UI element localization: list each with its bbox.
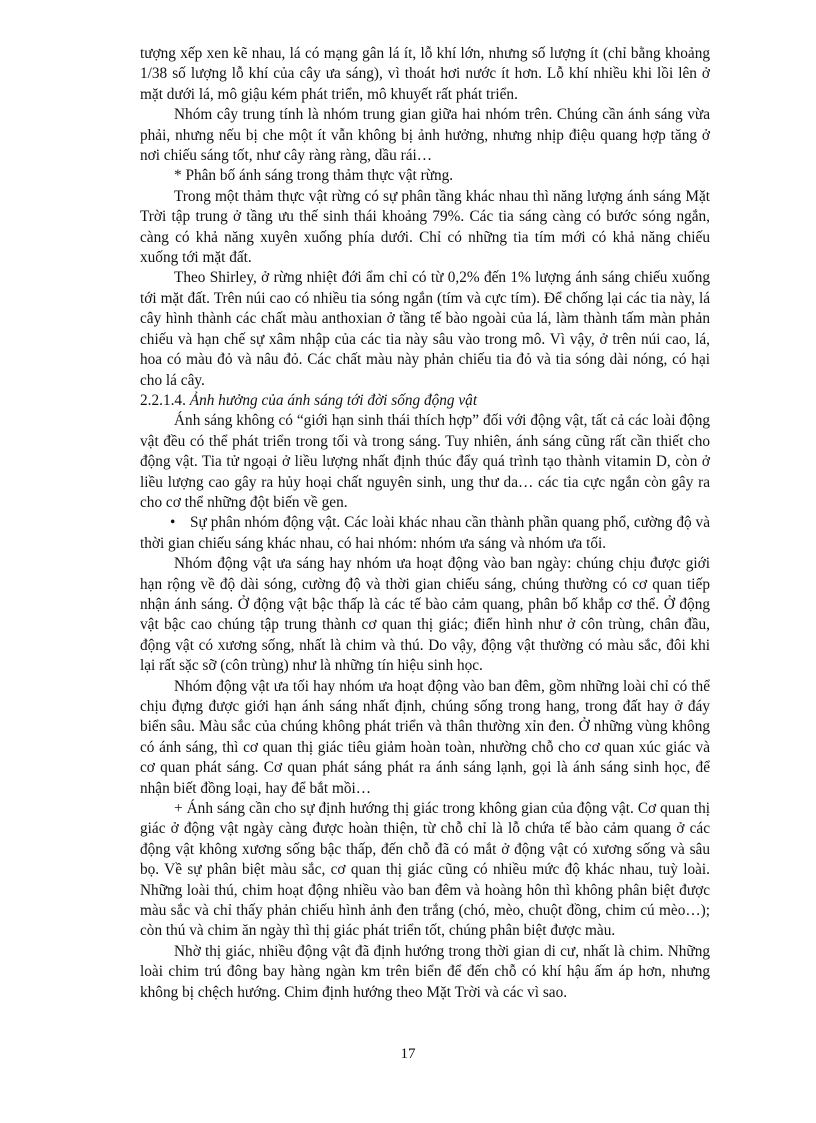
paragraph-dark-loving-animals: Nhóm động vật ưa tối hay nhóm ưa hoạt động vào ban đêm, gồm những loài chỉ có thể chịu đựng được giới hạn ánh sáng nhất định, chúng sống trong hang, trong đất hay ở đáy biển sâu. Màu sắc của chúng không phát triển và thân thường xỉn đen. Ở những vùng không có ánh sáng, thì cơ quan thị giác tiêu giảm hoàn toàn, nhường chỗ cho cơ quan xúc giác và cơ quan phát sáng. Cơ quan phát sáng phát ra ánh sáng lạnh, gọi là ánh sáng sinh học, để nhận biết đồng loại, hay để bắt mồi…: [140, 677, 710, 797]
paragraph-migration: Nhờ thị giác, nhiều động vật đã định hướng trong thời gian di cư, nhất là chim. Những loài chim trú đông bay hàng ngàn km trên biển để đến chỗ có khí hậu ấm áp hơn, nhưng không bị chệch hướng. Chim định hướng theo Mặt Trời và các vì sao.: [140, 942, 710, 1001]
paragraph-shirley: Theo Shirley, ở rừng nhiệt đới ẩm chỉ có từ 0,2% đến 1% lượng ánh sáng chiếu xuống tới mặt đất. Trên núi cao có nhiều tia sóng ngắn (tím và cực tím). Để chống lại các tia này, lá cây hình thành các chất màu anthoxian ở tầng tế bào ngoài của lá, làm thành tấm màn phản chiếu và hạn chế sự xâm nhập của các tia này sâu vào trong mô. Vì vậy, ở trên núi cao, lá, hoa có màu đỏ và nâu đỏ. Các chất màu này phản chiếu tia đỏ và tia sóng dài nóng, có hại cho lá cây.: [140, 269, 710, 389]
paragraph-light-animals: Ánh sáng không có “giới hạn sinh thái thích hợp” đối với động vật, tất cả các loài động vật đều có thể phát triển trong tối và trong sáng. Tuy nhiên, ánh sáng cũng rất cần thiết cho động vật. Tia tử ngoại ở liều lượng nhất định thúc đẩy quá trình tạo thành vitamin D, còn ở liều lượng cao gây ra hủy hoại chất nguyên sinh, ung thư da… các tia cực ngắn còn gây ra cho cơ thể những đột biến về gen.: [140, 412, 710, 511]
paragraph-visual-orientation: + Ánh sáng cần cho sự định hướng thị giác trong không gian của động vật. Cơ quan thị giác ở động vật ngày càng được hoàn thiện, từ chỗ chỉ là lỗ chứa tế bào cảm quang ở các động vật không xương sống bậc thấp, đến chỗ đã có mắt ở động vật có xương sống và sâu bọ. Về sự phân biệt màu sắc, cơ quan thị giác cũng có nhiều mức độ khác nhau, tuỳ loài. Những loài thú, chim hoạt động nhiều vào ban đêm và hoàng hôn thì không phân biệt được màu sắc và chỉ thấy phản chiếu hình ảnh đen trắng (chó, mèo, chuột đồng, chim cú mèo…); còn thú và chim ăn ngày thì thị giác phát triển tốt, chúng phân biệt được màu.: [140, 800, 710, 940]
paragraph-light-loving-animals: Nhóm động vật ưa sáng hay nhóm ưa hoạt động vào ban ngày: chúng chịu được giới hạn rộng về độ dài sóng, cường độ và thời gian chiếu sáng, chúng thường có cơ quan tiếp nhận ánh sáng. Ở động vật bậc thấp là các tế bào cảm quang, phân bố khắp cơ thể. Ở động vật bậc cao chúng tập trung thành cơ quan thị giác; điển hình như ở côn trùng, chân đầu, động vật có xương sống, nhất là chim và thú. Do vậy, động vật thường có màu sắc, đôi khi lại rất sặc sỡ (côn trùng) như là những tín hiệu sinh học.: [140, 555, 710, 675]
bullet-icon: •: [170, 514, 176, 532]
paragraph-neutral-plants: Nhóm cây trung tính là nhóm trung gian giữa hai nhóm trên. Chúng cần ánh sáng vừa phải, nhưng nếu bị che một ít vẫn không bị ảnh hưởng, nhưng nhịp điệu quang hợp tăng ở nơi chiếu sáng tốt, như cây ràng ràng, dầu rái…: [140, 106, 710, 165]
section-number: 2.2.1.4.: [140, 391, 186, 409]
document-page: [140, 44, 710, 1003]
page-number: 17: [400, 1046, 416, 1062]
paragraph-forest-layers: Trong một thảm thực vật rừng có sự phân tầng khác nhau thì năng lượng ánh sáng Mặt Trời tập trung ở tầng ưu thế sinh thái khoảng 79%. Các tia sáng càng có bước sóng ngắn, càng có khả năng xuyên xuống phía dưới. Chỉ có những tia tím mới có khả năng chiếu xuống tới mặt đất.: [140, 187, 710, 267]
bullet-text: Sự phân nhóm động vật. Các loài khác nhau cần thành phần quang phổ, cường độ và thời gian chiếu sáng khác nhau, có hai nhóm: nhóm ưa sáng và nhóm ưa tối.: [140, 514, 710, 552]
section-title: Ảnh hưởng của ánh sáng tới đời sống động vật: [189, 391, 478, 409]
paragraph-forest-light-heading: * Phân bố ánh sáng trong thảm thực vật rừng.: [174, 167, 454, 185]
section-heading: [140, 391, 710, 411]
bullet-item: [140, 513, 710, 554]
paragraph-leaf-stomata: tượng xếp xen kẽ nhau, lá có mạng gân lá ít, lỗ khí lớn, nhưng số lượng ít (chỉ bằng khoảng 1/38 số lượng lỗ khí của cây ưa sáng), vì thoát hơi nước ít hơn. Lỗ khí nhiều khi lồi lên ở mặt dưới lá, mô giậu kém phát triển, mô khuyết rất phát triển.: [140, 45, 710, 103]
